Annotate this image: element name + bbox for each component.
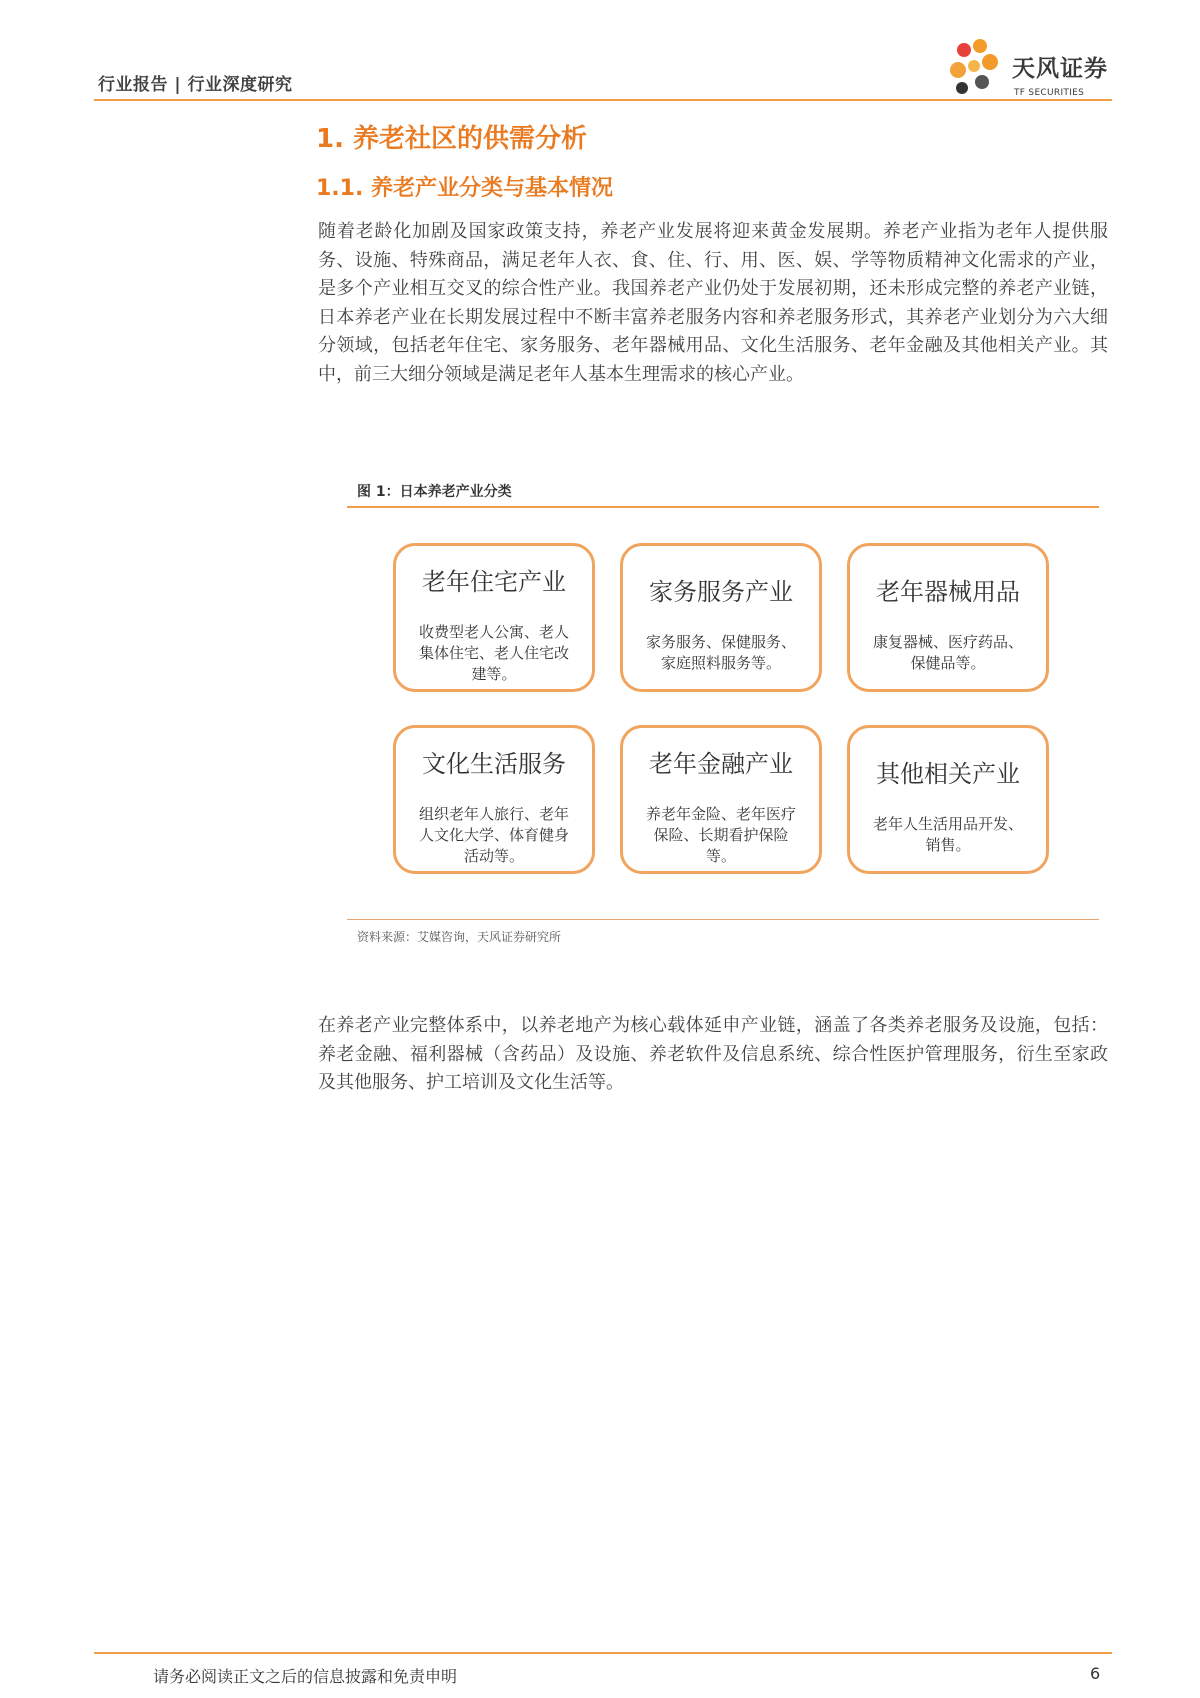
report-subtype: 行业深度研究 [187, 75, 293, 95]
category-box-other [847, 725, 1049, 874]
category-box-housework [620, 543, 822, 692]
category-desc: 养老年金险、老年医疗保险、长期看护保险等。 [645, 805, 796, 865]
category-box-housing [393, 543, 595, 692]
category-title: 老年金融产业 [649, 750, 793, 778]
logo-chinese-name: 天风证券 [1012, 56, 1108, 82]
logo-flower-icon [946, 36, 1012, 102]
figure-top-rule [347, 506, 1099, 508]
figure-bottom-rule [347, 919, 1099, 920]
category-title: 其他相关产业 [876, 760, 1020, 788]
category-title: 文化生活服务 [422, 750, 566, 778]
category-box-equipment [847, 543, 1049, 692]
header-rule [94, 99, 1112, 101]
category-title: 家务服务产业 [649, 578, 793, 606]
figure-title: 图 1：日本养老产业分类 [357, 484, 512, 500]
logo-english-name: TF SECURITIES [1014, 88, 1085, 98]
report-category [98, 70, 293, 95]
category-title: 老年住宅产业 [422, 568, 566, 596]
figure-source: 资料来源：艾媒咨询，天风证券研究所 [357, 930, 562, 944]
category-box-finance [620, 725, 822, 874]
category-desc: 老年人生活用品开发、销售。 [872, 815, 1023, 854]
category-box-culture [393, 725, 595, 874]
disclaimer-text: 请务必阅读正文之后的信息披露和免责申明 [153, 1667, 458, 1686]
category-desc: 收费型老人公寓、老人集体住宅、老人住宅改建等。 [418, 623, 569, 683]
category-desc: 康复器械、医疗药品、保健品等。 [872, 633, 1023, 672]
category-desc: 组织老年人旅行、老年人文化大学、体育健身活动等。 [418, 805, 569, 865]
subsection-heading: 1.1. 养老产业分类与基本情况 [316, 176, 613, 201]
category-title: 老年器械用品 [876, 578, 1020, 606]
header-separator: | [174, 75, 182, 95]
body-paragraph: 在养老产业完整体系中，以养老地产为核心载体延申产业链，涵盖了各类养老服务及设施，包括：养老金融、福利器械（含药品）及设施、养老软件及信息系统、综合性医护管理服务，衍生至家政及其他服务、护工培训及文化生活等。 [318, 1015, 1108, 1093]
page-number: 6 [1090, 1664, 1101, 1683]
intro-paragraph: 随着老龄化加剧及国家政策支持，养老产业发展将迎来黄金发展期。养老产业指为老年人提供服务、设施、特殊商品，满足老年人衣、食、住、行、用、医、娱、学等物质精神文化需求的产业，是多个产业相互交叉的综合性产业。我国养老产业仍处于发展初期，还未形成完整的养老产业链，日本养老产业在长期发展过程中不断丰富养老服务内容和养老服务形式，其养老产业划分为六大细分领域，包括老年住宅、家务服务、老年器械用品、文化生活服务、老年金融及其他相关产业。其中，前三大细分领域是满足老年人基本生理需求的核心产业。 [318, 221, 1108, 385]
footer-rule [94, 1652, 1112, 1654]
section-heading: 1. 养老社区的供需分析 [316, 124, 588, 154]
report-type: 行业报告 [98, 75, 168, 95]
category-desc: 家务服务、保健服务、家庭照料服务等。 [645, 633, 796, 672]
tf-securities-logo [946, 36, 1126, 102]
